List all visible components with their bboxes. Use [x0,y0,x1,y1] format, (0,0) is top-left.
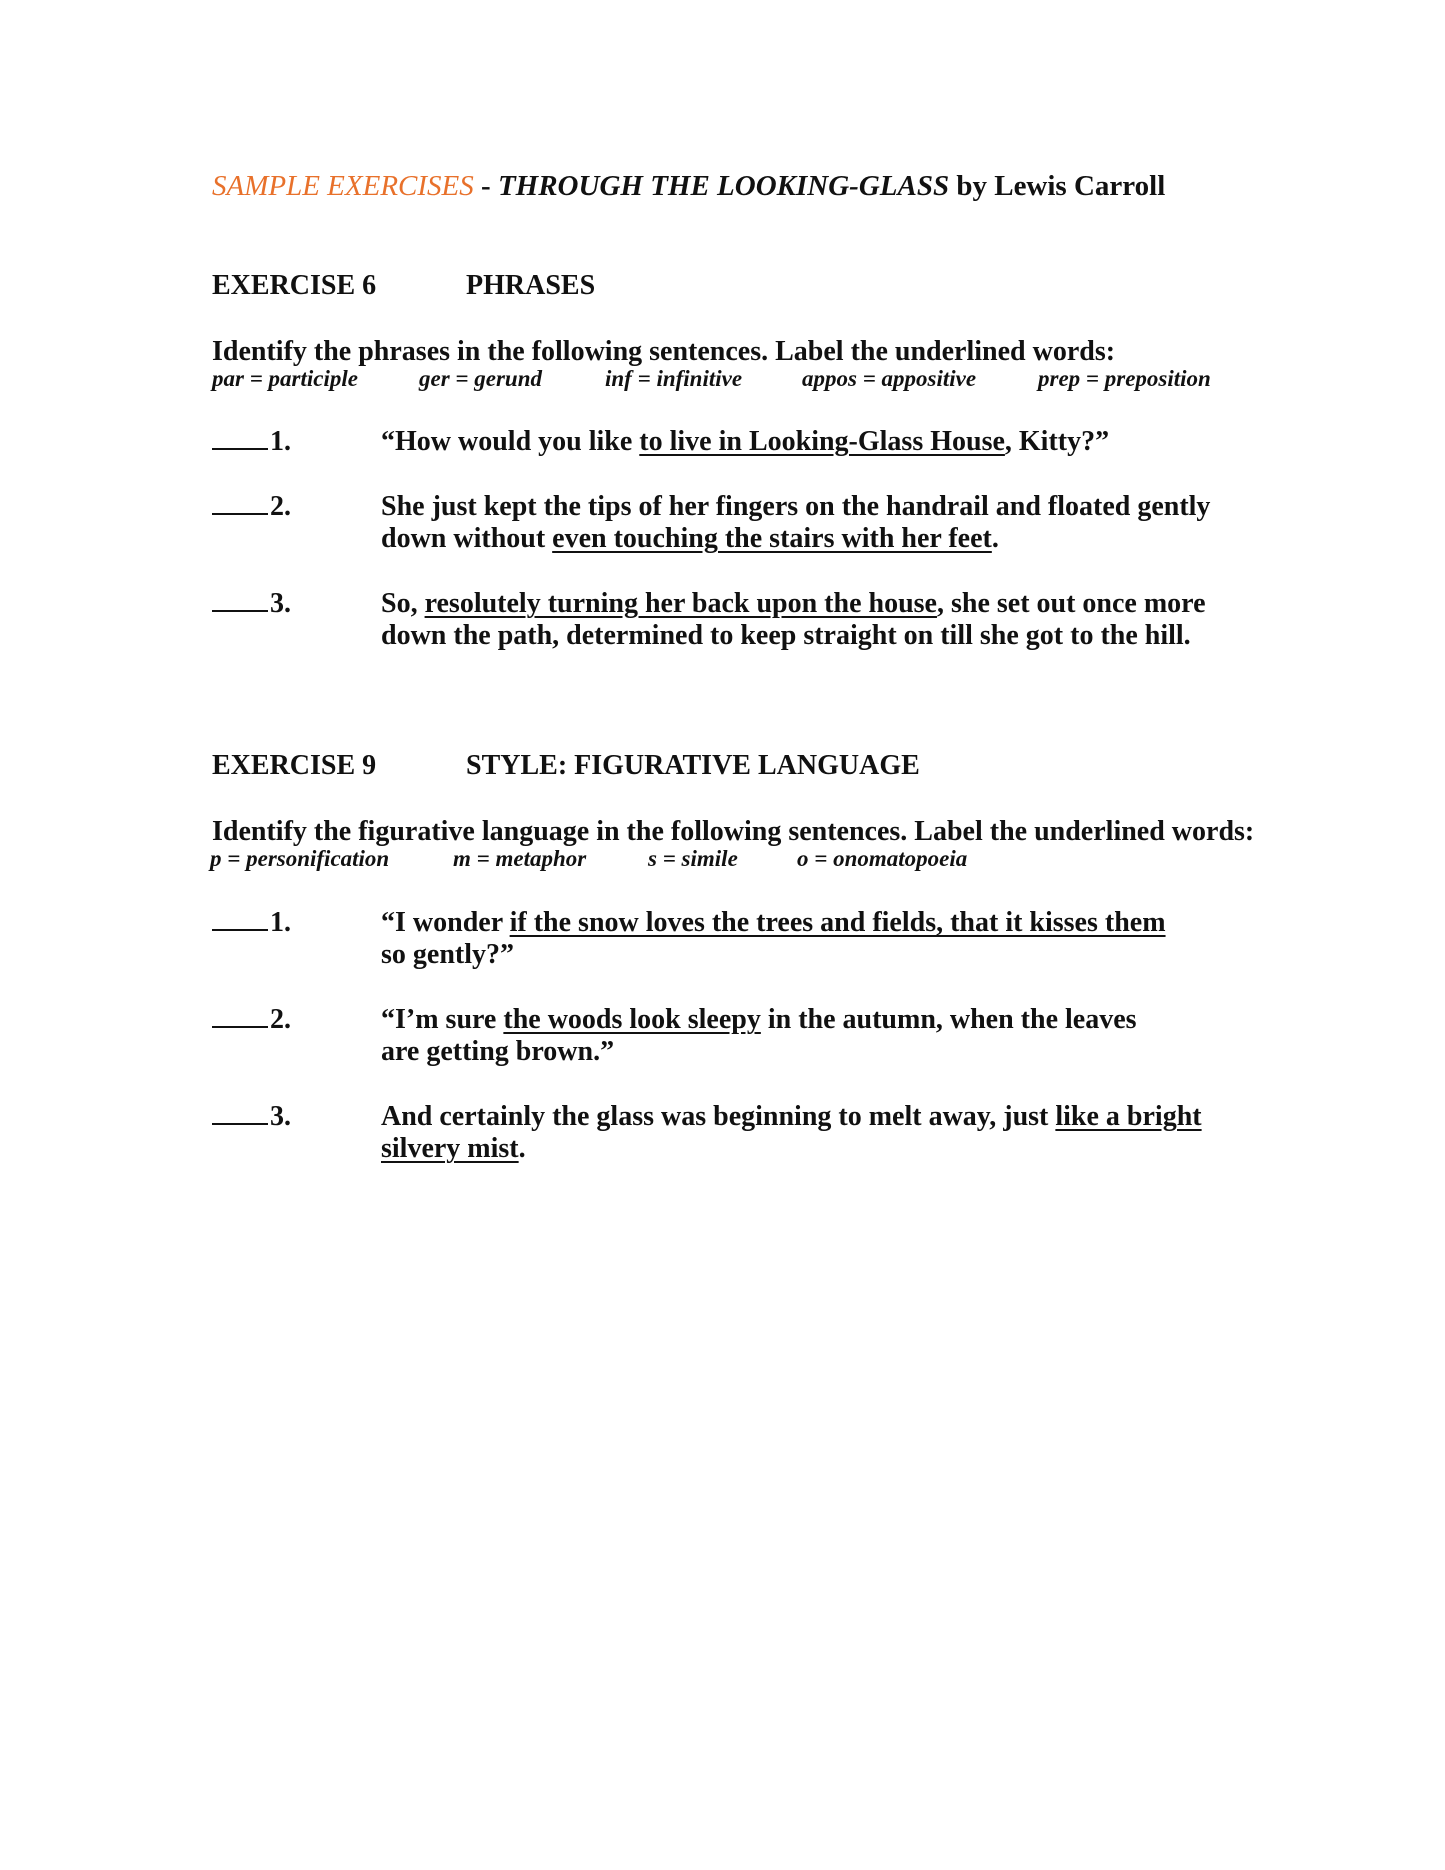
sentence-line: are getting brown.” [381,1036,615,1067]
item-number: 2. [270,1004,291,1035]
item-number: 3. [270,588,291,619]
title-book: THROUGH THE LOOKING-GLASS [497,170,950,202]
answer-line[interactable] [212,1004,268,1028]
item-number: 1. [270,907,291,938]
sentence-line: down without even touching the stairs with her feet. [381,523,999,554]
exercise6-item1 [381,426,1261,458]
legend-item: par = participle [212,366,358,391]
sentence-line: down the path, determined to keep straight on till she got to the hill. [381,620,1191,651]
answer-blank[interactable] [212,907,291,939]
exercise6-legend [212,366,1262,396]
page-title [212,170,1165,203]
sentence-line: “I wonder if the snow loves the trees and fields, that it kisses them [381,907,1166,938]
answer-blank[interactable] [212,426,291,458]
title-dash: - [473,170,498,202]
answer-line[interactable] [212,1101,268,1125]
item-number: 2. [270,491,291,522]
legend-item: prep = preposition [1038,366,1211,391]
sentence-line: silvery mist. [381,1133,526,1164]
exercise9-topic: STYLE: FIGURATIVE LANGUAGE [466,750,920,781]
exercise9-item2 [381,1004,1261,1068]
legend-item: inf = infinitive [605,366,743,391]
sentence-line: “I’m sure the woods look sleepy in the autumn, when the leaves [381,1004,1137,1035]
answer-line[interactable] [212,491,268,515]
exercise6-item3 [381,588,1261,652]
answer-blank[interactable] [212,588,291,620]
item-number: 1. [270,426,291,457]
answer-line[interactable] [212,588,268,612]
exercise6-instruction: Identify the phrases in the following sentences. Label the underlined words: [212,336,1116,367]
exercise6-item2 [381,491,1261,555]
legend-item: p = personification [210,846,390,871]
answer-line[interactable] [212,426,268,450]
exercise9-legend [210,846,1110,876]
exercise6-number: EXERCISE 6 [212,270,377,301]
answer-line[interactable] [212,907,268,931]
legend-item: o = onomatopoeia [797,846,968,871]
legend-item: s = simile [648,846,738,871]
title-author: by Lewis Carroll [949,170,1166,202]
sentence-line: She just kept the tips of her fingers on the handrail and floated gently [381,491,1211,522]
exercise9-instruction: Identify the figurative language in the following sentences. Label the underlined words: [212,816,1255,847]
sentence-line: “How would you like to live in Looking-Glass House, Kitty?” [381,426,1110,457]
answer-blank[interactable] [212,1004,291,1036]
exercise9-number: EXERCISE 9 [212,750,377,781]
item-number: 3. [270,1101,291,1132]
exercise9-item1 [381,907,1261,971]
sentence-line: so gently?” [381,939,514,970]
legend-item: ger = gerund [419,366,543,391]
title-sample: SAMPLE EXERCISES [212,170,474,202]
sentence-line: So, resolutely turning her back upon the house, she set out once more [381,588,1206,619]
legend-item: appos = appositive [802,366,977,391]
legend-item: m = metaphor [453,846,587,871]
exercise9-item3 [381,1101,1261,1165]
sentence-line: And certainly the glass was beginning to melt away, just like a bright [381,1101,1202,1132]
answer-blank[interactable] [212,491,291,523]
answer-blank[interactable] [212,1101,291,1133]
exercise6-topic: PHRASES [466,270,596,301]
